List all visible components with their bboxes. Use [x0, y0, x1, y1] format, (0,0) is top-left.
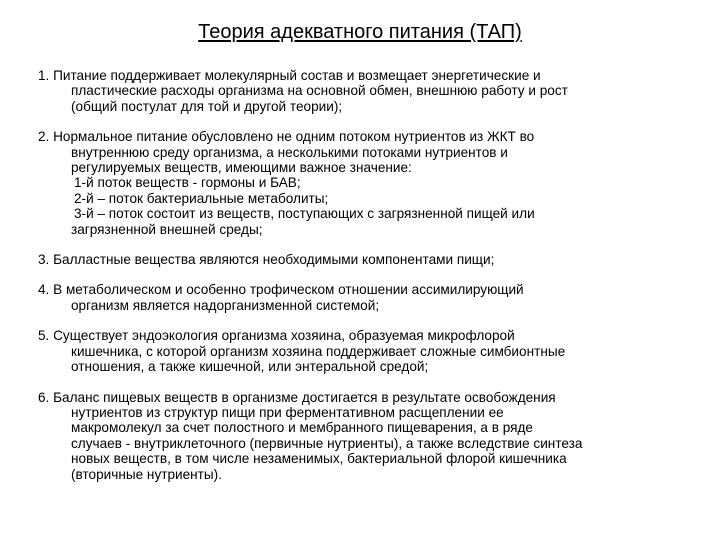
page-title: Теория адекватного питания (ТАП)	[198, 21, 522, 43]
list-item-2	[38, 129, 688, 237]
postulate-list	[38, 68, 688, 482]
list-item-5	[38, 328, 688, 374]
list-item-3	[38, 252, 688, 267]
list-item-6	[38, 390, 688, 482]
list-item-line: 4. В метаболическом и особенно трофическом отношении ассимилирующий	[38, 282, 524, 298]
list-item-line: 3. Балластные вещества являются необходимыми компонентами пищи;	[38, 252, 495, 268]
stream-line-3: 3-й – поток состоит из веществ, поступающих с загрязненной пищей или	[74, 206, 535, 222]
list-item-line: (вторичные нутриенты).	[71, 466, 222, 482]
stream-line-2: 2-й – поток бактериальные метаболиты;	[74, 190, 329, 206]
list-item-line: нутриентов из структур пищи при ферментативном расщеплении ее	[71, 404, 504, 420]
list-item-line: (общий постулат для той и другой теории);	[71, 98, 343, 114]
list-item-line: макромолекул за счет полостного и мембранного пищеварения, а в ряде	[71, 420, 533, 436]
list-item-line: отношения, а также кишечной, или энтеральной средой;	[71, 359, 429, 375]
list-item-line: пластические расходы организма на основной обмен, внешнюю работу и рост	[71, 83, 568, 99]
list-item-line: регулируемых веществ, имеющими важное значение:	[71, 160, 412, 176]
list-item-line: кишечника, с которой организм хозяина поддерживает сложные симбионтные	[71, 343, 566, 359]
list-item-line: новых веществ, в том числе незаменимых, бактериальной флорой кишечника	[71, 451, 567, 467]
list-item-line: 1. Питание поддерживает молекулярный состав и возмещает энергетические и	[38, 68, 541, 83]
list-item-line: 6. Баланс пищевых веществ в организме достигается в результате освобождения	[38, 389, 556, 405]
list-item-4	[38, 282, 688, 313]
list-item-line: организм является надорганизменной системой;	[71, 297, 380, 313]
list-item-line: случаев - внутриклеточного (первичные нутриенты), а также вследствие синтеза	[71, 435, 583, 451]
list-item-line: загрязненной внешней среды;	[71, 221, 263, 237]
list-item-line: внутреннюю среду организма, а несколькими потоками нутриентов и	[71, 144, 508, 160]
list-item-1	[38, 68, 688, 114]
stream-line-1: 1-й поток веществ - гормоны и БАВ;	[74, 175, 301, 191]
list-item-line: 5. Существует эндоэкология организма хозяина, образуемая микрофлорой	[38, 328, 515, 344]
list-item-line: 2. Нормальное питание обусловлено не одним потоком нутриентов из ЖКТ во	[38, 129, 535, 145]
